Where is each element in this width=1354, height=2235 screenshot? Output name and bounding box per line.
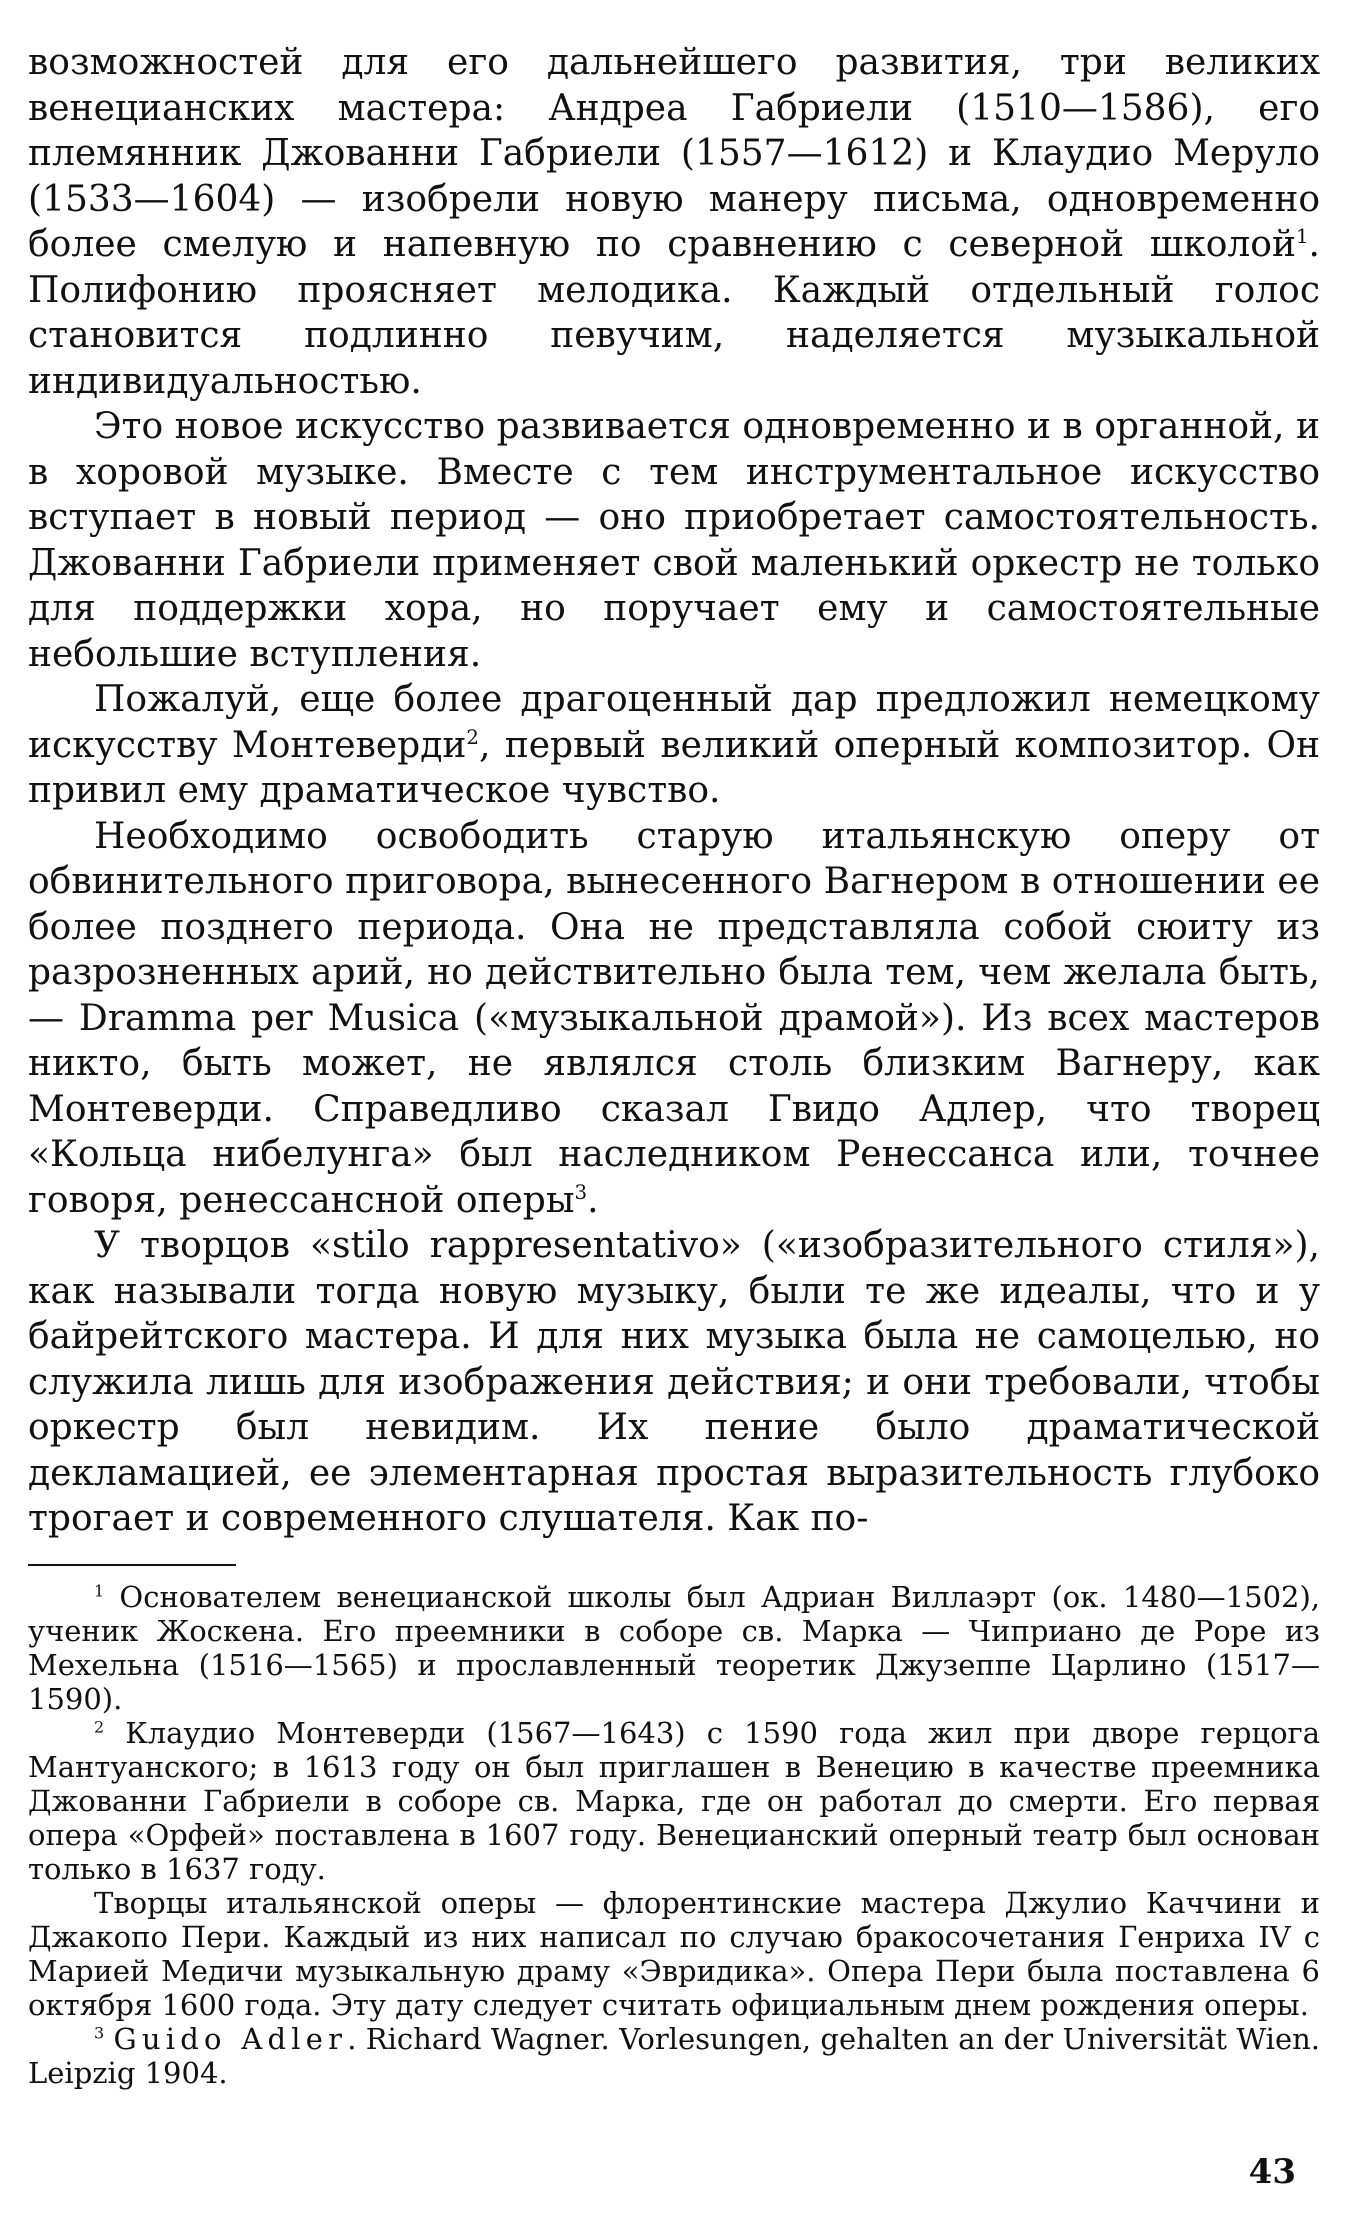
paragraph-3 xyxy=(28,677,1320,814)
page-number: 43 xyxy=(1248,2152,1296,2192)
paragraph-3-text-b: , первый великий оперный композитор. Он привил ему драматическое чувство. xyxy=(28,724,1320,811)
paragraph-1-text: возможностей для его дальнейшего развития, три великих венецианских мастера: Андреа Габриели (1510—1586), его племянник Джованни Габриели (1557—1612) и Клаудио Меруло (1533—1604) — изобрели новую манеру письма, одновременно более смелую и напевную по сравнению с северной школой xyxy=(28,42,1320,265)
footnote-1-number: 1 xyxy=(94,1580,105,1600)
paragraph-3-text-a: Пожалуй, еще более драгоценный дар предложил немецкому искусству Монтеверди xyxy=(28,679,1320,766)
footnote-3-text: . Richard Wagner. Vorlesungen, gehalten an der Universität Wien. Leipzig 1904. xyxy=(28,2021,1321,2090)
footnote-3 xyxy=(28,2022,1320,2090)
paragraph-1-end: . Полифонию проясняет мелодика. Каждый отдельный голос становится подлинно певучим, наделяется музыкальной индивидуальностью. xyxy=(28,224,1320,402)
footnote-divider xyxy=(28,1564,236,1566)
footnote-1-text: Основателем венецианской школы был Адриан Виллаэрт (ок. 1480—1502), ученик Жоскена. Его преемники в соборе св. Марка — Чиприано де Роре из Мехельна (1516—1565) и прославленный теоретик Джузеппе Царлино (1517—1590). xyxy=(28,1579,1321,1716)
paragraph-2: Это новое искусство развивается одновременно и в органной, и в хоровой музыке. Вместе с тем инструментальное искусство вступает в новый период — оно приобретает самостоятельность. Джованни Габриели применяет свой маленький оркестр не только для поддержки хора, но поручает ему и самостоятельные небольшие вступления. xyxy=(28,406,1320,675)
main-text xyxy=(28,40,1320,1542)
footnote-2-text: Клаудио Монтеверди (1567—1643) с 1590 года жил при дворе герцога Мантуанского; в 1613 году он был приглашен в Венецию в качестве преемника Джованни Габриели в соборе св. Марка, где он работал до смерти. Его первая опера «Орфей» поставлена в 1607 году. Венецианский оперный театр был основан только в 1637 году. xyxy=(28,1715,1321,1886)
footnote-2-continuation: Творцы итальянской оперы — флорентинские мастера Джулио Каччини и Джакопо Пери. Каждый из них написал по случаю бракосочетания Генриха IV с Марией Медичи музыкальную драму «Эвридика». Опера Пери была поставлена 6 октября 1600 года. Эту дату следует считать официальным днем рождения оперы. xyxy=(28,1885,1320,2022)
paragraph-4-text-a: Необходимо освободить старую итальянскую оперу от обвинительного приговора, вынесенного Вагнером в отношении ее более позднего периода. Она не представляла собой сюиту из разрозненных арий, но действительно была тем, чем желала быть, — Dramma per Musica («музыкальной драмой»). Из всех мастеров никто, быть может, не являлся столь близким Вагнеру, как Монтеверди. Справедливо сказал Гвидо Адлер, что творец «Кольца нибелунга» был наследником Ренессанса или, точнее говоря, ренессансной оперы xyxy=(28,815,1320,1221)
footnote-1 xyxy=(28,1580,1320,1716)
paragraph-4 xyxy=(28,814,1320,1224)
footnote-ref-1: 1 xyxy=(1295,225,1309,248)
footnote-3-number: 3 xyxy=(94,2022,105,2042)
paragraph-5: У творцов «stilo rappresentativo» («изобразительного стиля»), как называли тогда новую музыку, были те же идеалы, что и у байрейтского мастера. И для них музыка была не самоцелью, но служила лишь для изображения действия; и они требовали, чтобы оркестр был невидим. Их пение было драматической декламацией, ее элементарная простая выразительность глубоко трогает и современного слушателя. Как по- xyxy=(28,1225,1320,1539)
paragraph-1 xyxy=(28,40,1320,404)
footnotes xyxy=(28,1580,1320,2090)
footnote-2-number: 2 xyxy=(94,1716,105,1736)
footnote-3-author: Guido Adler xyxy=(113,2021,348,2056)
paragraph-4-text-b: . xyxy=(587,1179,599,1221)
footnote-ref-2: 2 xyxy=(466,725,479,749)
footnote-2 xyxy=(28,1716,1320,1886)
footnote-ref-3: 3 xyxy=(574,1180,588,1204)
